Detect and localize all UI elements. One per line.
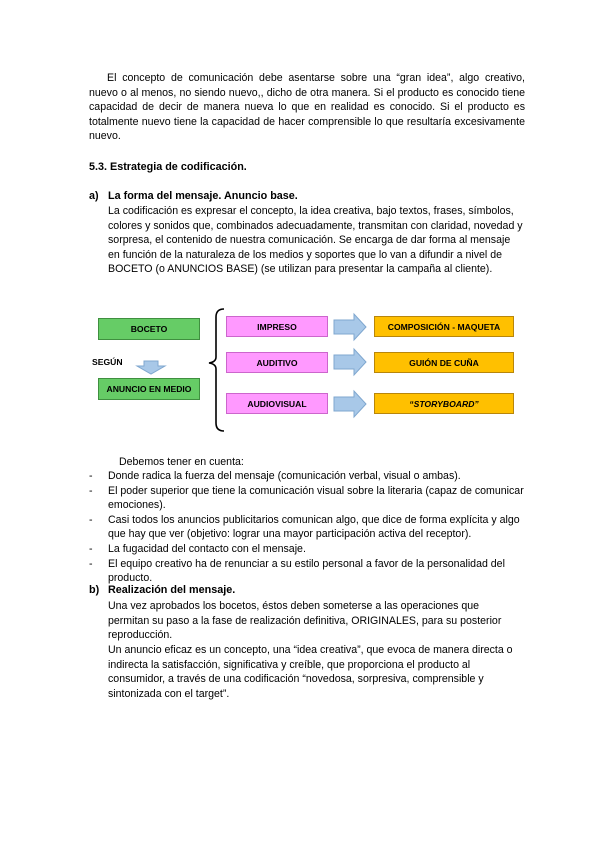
curly-brace-icon — [209, 309, 224, 431]
list-item-text: La fugacidad del contacto con el mensaje. — [108, 542, 306, 555]
list-item-text: Donde radica la fuerza del mensaje (comunicación verbal, visual o ambas). — [108, 470, 461, 482]
bullet-dash: - — [89, 513, 93, 526]
list-item-text: Casi todos los anuncios publicitarios comunican algo, que dice de forma explícita y algo que hay que ver (objetivo: lograr una mayor participación activa del receptor). — [108, 513, 520, 541]
storyboard-box: “STORYBOARD” — [374, 393, 514, 414]
codification-diagram — [92, 305, 522, 435]
auditivo-box: AUDITIVO — [226, 352, 328, 373]
composicion-maqueta-box: COMPOSICIÓN - MAQUETA — [374, 316, 514, 337]
bullet-dash: - — [89, 557, 93, 570]
subsection-b-paragraph-2: Un anuncio eficaz es un concepto, una “idea creativa”, que evoca de manera directa o indirecta la satisfacción, significativa y creíble, que proporciona el producto al consumidor, a través de una codificación “novedosa, sorpresiva, comprensible y sintonizada con el target”. — [108, 644, 513, 700]
subsection-b-paragraph-1: Una vez aprobados los bocetos, éstos deben someterse a las operaciones que permitan su paso a la fase de realización definitiva, ORIGINALES, para su posterior reproducción. — [108, 600, 502, 642]
considerations-intro: Debemos tener en cuenta: — [119, 456, 244, 468]
list-item — [89, 542, 525, 557]
bullet-dash: - — [89, 470, 93, 482]
audiovisual-box: AUDIOVISUAL — [226, 393, 328, 414]
right-arrow-icon — [334, 349, 366, 375]
subsection-a-paragraph: La codificación es expresar el concepto, la idea creativa, bajo textos, frases, símbolos, colores y sonidos que, combinados adecuadamente, transmitan con claridad, novedad y sorpresa, el contenido de nuestra comunicación. Se encarga de dar forma al mensaje en función de la naturaleza de los medios y soportes que lo van a difundir a nivel de BOCETO (o ANUNCIOS BASE) (se utilizan para presentar la campaña al cliente). — [108, 205, 523, 276]
subsection-a-heading — [89, 190, 298, 202]
bullet-dash: - — [89, 484, 93, 497]
list-item — [89, 469, 525, 484]
impreso-box: IMPRESO — [226, 316, 328, 337]
list-item-text: El equipo creativo ha de renunciar a su estilo personal a favor de la personalidad del producto. — [108, 557, 505, 585]
subsection-b-heading — [89, 584, 235, 596]
bullet-dash: - — [89, 542, 93, 555]
right-arrow-icon — [334, 391, 366, 417]
intro-paragraph: El concepto de comunicación debe asentarse sobre una “gran idea”, algo creativo, nuevo o al menos, no siendo nuevo,, dicho de otra manera. Si el producto es conocido tiene capacidad de decir de manera nueva lo que en realidad es conocido. Si el producto es totalmente nuevo tiene la capacidad de hacer comprensible lo que resultaría excesivamente nuevo. — [89, 72, 525, 143]
right-arrow-icon — [334, 314, 366, 340]
section-heading: 5.3. Estrategia de codificación. — [89, 161, 247, 173]
subsection-a-title: La forma del mensaje. Anuncio base. — [108, 190, 298, 202]
boceto-box: BOCETO — [98, 318, 200, 340]
list-item — [89, 557, 525, 586]
anuncio-en-medio-box: ANUNCIO EN MEDIO — [98, 378, 200, 400]
subsection-a-label: a) — [89, 190, 99, 202]
list-item-text: El poder superior que tiene la comunicación visual sobre la literaria (capaz de comunicar emociones). — [108, 484, 524, 512]
down-arrow-icon — [137, 361, 165, 374]
segun-label: SEGÚN — [92, 357, 123, 367]
subsection-b-label: b) — [89, 584, 100, 596]
list-item — [89, 484, 525, 513]
guion-de-cuna-box: GUIÓN DE CUÑA — [374, 352, 514, 373]
subsection-b-title: Realización del mensaje. — [108, 584, 236, 596]
list-item — [89, 513, 525, 542]
considerations-list — [89, 469, 525, 586]
